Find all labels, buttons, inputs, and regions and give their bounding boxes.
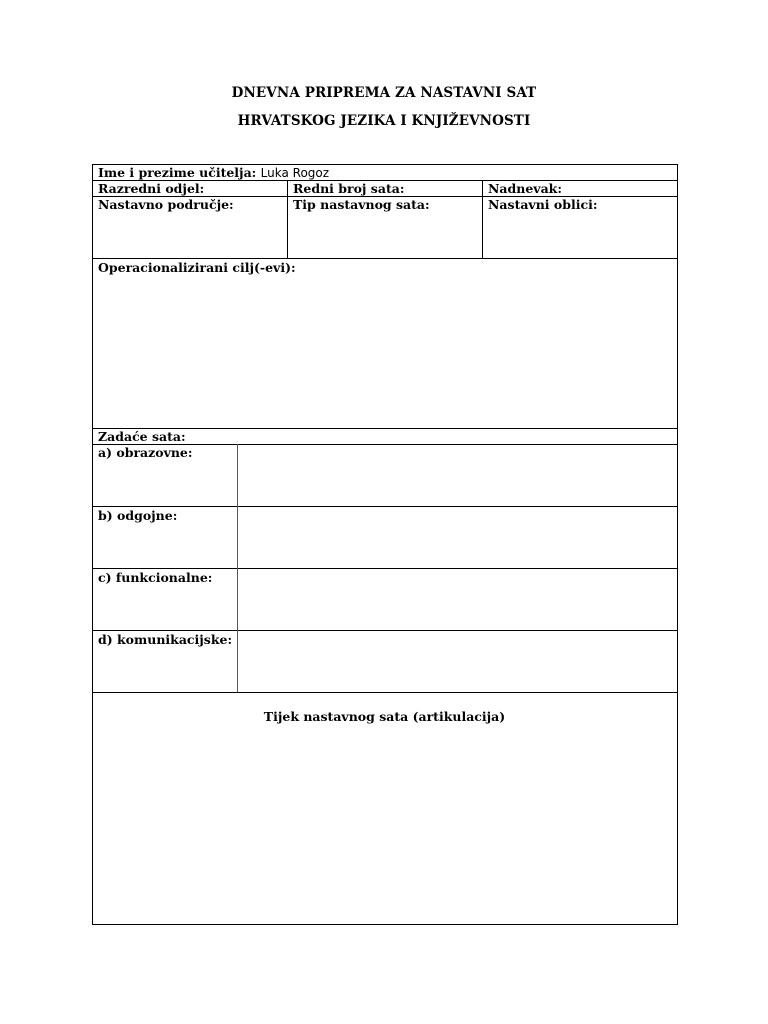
lesson-plan-form [92, 164, 678, 925]
document-title-line-2: HRVATSKOG JEZIKA I KNJIŽEVNOSTI [237, 113, 531, 129]
teaching-forms-label: Nastavni oblici: [488, 197, 598, 212]
column-divider [287, 180, 288, 258]
task-upbringing-label: b) odgojne: [98, 508, 178, 523]
row-divider [92, 258, 677, 259]
tasks-label: Zadaće sata: [98, 429, 186, 444]
lesson-number-label: Redni broj sata: [293, 181, 405, 196]
task-educational-label: a) obrazovne: [98, 445, 193, 460]
row-divider [92, 630, 677, 631]
lesson-type-label: Tip nastavnog sata: [293, 197, 430, 212]
lesson-flow-label: Tijek nastavnog sata (artikulacija) [263, 709, 506, 724]
date-label: Nadnevak: [488, 181, 562, 196]
subject-area-label: Nastavno područje: [98, 197, 234, 212]
teacher-field[interactable] [98, 166, 329, 180]
column-divider [482, 180, 483, 258]
row-divider [92, 692, 677, 693]
task-communicative-label: d) komunikacijske: [98, 632, 233, 647]
row-divider [92, 506, 677, 507]
column-divider [237, 444, 238, 692]
task-functional-label: c) funkcionalne: [98, 570, 213, 585]
teacher-label: Ime i prezime učitelja: [98, 165, 257, 180]
teacher-value: Luka Rogoz [260, 166, 330, 180]
row-divider [92, 568, 677, 569]
class-label: Razredni odjel: [98, 181, 205, 196]
objectives-label: Operacionalizirani cilj(-evi): [98, 260, 296, 275]
document-title-line-1: DNEVNA PRIPREMA ZA NASTAVNI SAT [231, 85, 537, 101]
